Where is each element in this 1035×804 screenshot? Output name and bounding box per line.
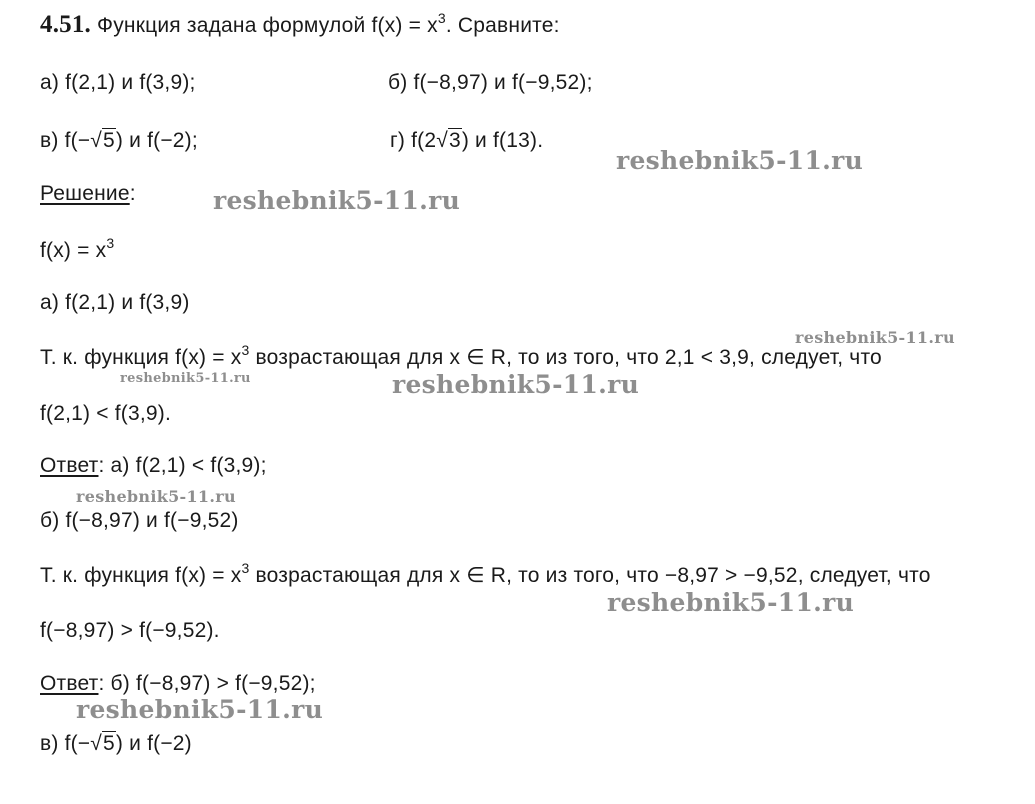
- item-g: [390, 130, 543, 151]
- item-g-post: ) и f(13).: [461, 129, 544, 152]
- answer-label: Ответ: [40, 454, 99, 477]
- watermark: reshebnik5-11.ru: [76, 487, 236, 506]
- solution-heading: [40, 183, 136, 204]
- sqrt-arg: 3: [448, 129, 461, 152]
- watermark: reshebnik5-11.ru: [616, 146, 864, 175]
- part-v-title-post: ) и f(−2): [115, 732, 192, 755]
- part-b-reason-exponent: 3: [241, 560, 250, 576]
- sqrt-symbol: √3: [436, 129, 461, 152]
- statement-tail: . Сравните:: [445, 14, 560, 37]
- item-v-pre: в) f(−: [40, 129, 91, 152]
- part-b-answer: [40, 673, 316, 694]
- part-b-reason-start: Т. к. функция f(x) = x: [40, 564, 242, 587]
- sqrt-arg: 5: [103, 732, 115, 755]
- item-g-pre: г) f(2: [390, 129, 437, 152]
- watermark: reshebnik5-11.ru: [392, 370, 640, 399]
- part-a-conclusion: f(2,1) < f(3,9).: [40, 402, 171, 425]
- watermark: reshebnik5-11.ru: [213, 186, 461, 215]
- part-a-reason-end: возрастающая для x ∈ R, то из того, что 2,1 < 3,9, следует, что: [249, 346, 882, 369]
- item-b: б) f(−8,97) и f(−9,52);: [388, 71, 593, 94]
- watermark: reshebnik5-11.ru: [607, 588, 855, 617]
- statement-text: Функция задана формулой f(x) = x: [97, 14, 438, 37]
- solution-heading-label: Решение: [40, 182, 130, 205]
- statement-exponent: 3: [437, 10, 446, 26]
- function-definition: [40, 235, 115, 262]
- part-b-title: б) f(−8,97) и f(−9,52): [40, 509, 239, 532]
- solution-heading-colon: :: [129, 182, 136, 205]
- item-v-post: ) и f(−2);: [115, 129, 198, 152]
- part-v-title: [40, 733, 192, 754]
- function-base: f(x) = x: [40, 239, 107, 262]
- answer-text: : б) f(−8,97) > f(−9,52);: [98, 672, 316, 695]
- watermark: reshebnik5-11.ru: [76, 695, 324, 724]
- item-v: [40, 130, 198, 151]
- watermark: reshebnik5-11.ru: [795, 328, 955, 347]
- function-exponent: 3: [106, 235, 115, 251]
- answer-label: Ответ: [40, 672, 99, 695]
- item-a: а) f(2,1) и f(3,9);: [40, 71, 196, 94]
- part-a-reason-start: Т. к. функция f(x) = x: [40, 346, 242, 369]
- part-b-reason-end: возрастающая для x ∈ R, то из того, что −8,97 > −9,52, следует, что: [249, 564, 931, 587]
- watermark: reshebnik5-11.ru: [120, 371, 251, 386]
- part-a-reason: [40, 342, 882, 369]
- part-a-reason-exponent: 3: [241, 342, 250, 358]
- problem-statement: [40, 12, 560, 37]
- part-a-title: а) f(2,1) и f(3,9): [40, 291, 190, 314]
- sqrt-arg: 5: [103, 129, 115, 152]
- sqrt-symbol: √5: [90, 129, 115, 152]
- problem-number: 4.51.: [40, 11, 91, 38]
- sqrt-symbol: √5: [90, 732, 115, 755]
- part-b-reason: [40, 560, 931, 587]
- part-v-title-pre: в) f(−: [40, 732, 91, 755]
- part-b-conclusion: f(−8,97) > f(−9,52).: [40, 619, 220, 642]
- part-a-answer: [40, 455, 267, 476]
- answer-text: : а) f(2,1) < f(3,9);: [98, 454, 267, 477]
